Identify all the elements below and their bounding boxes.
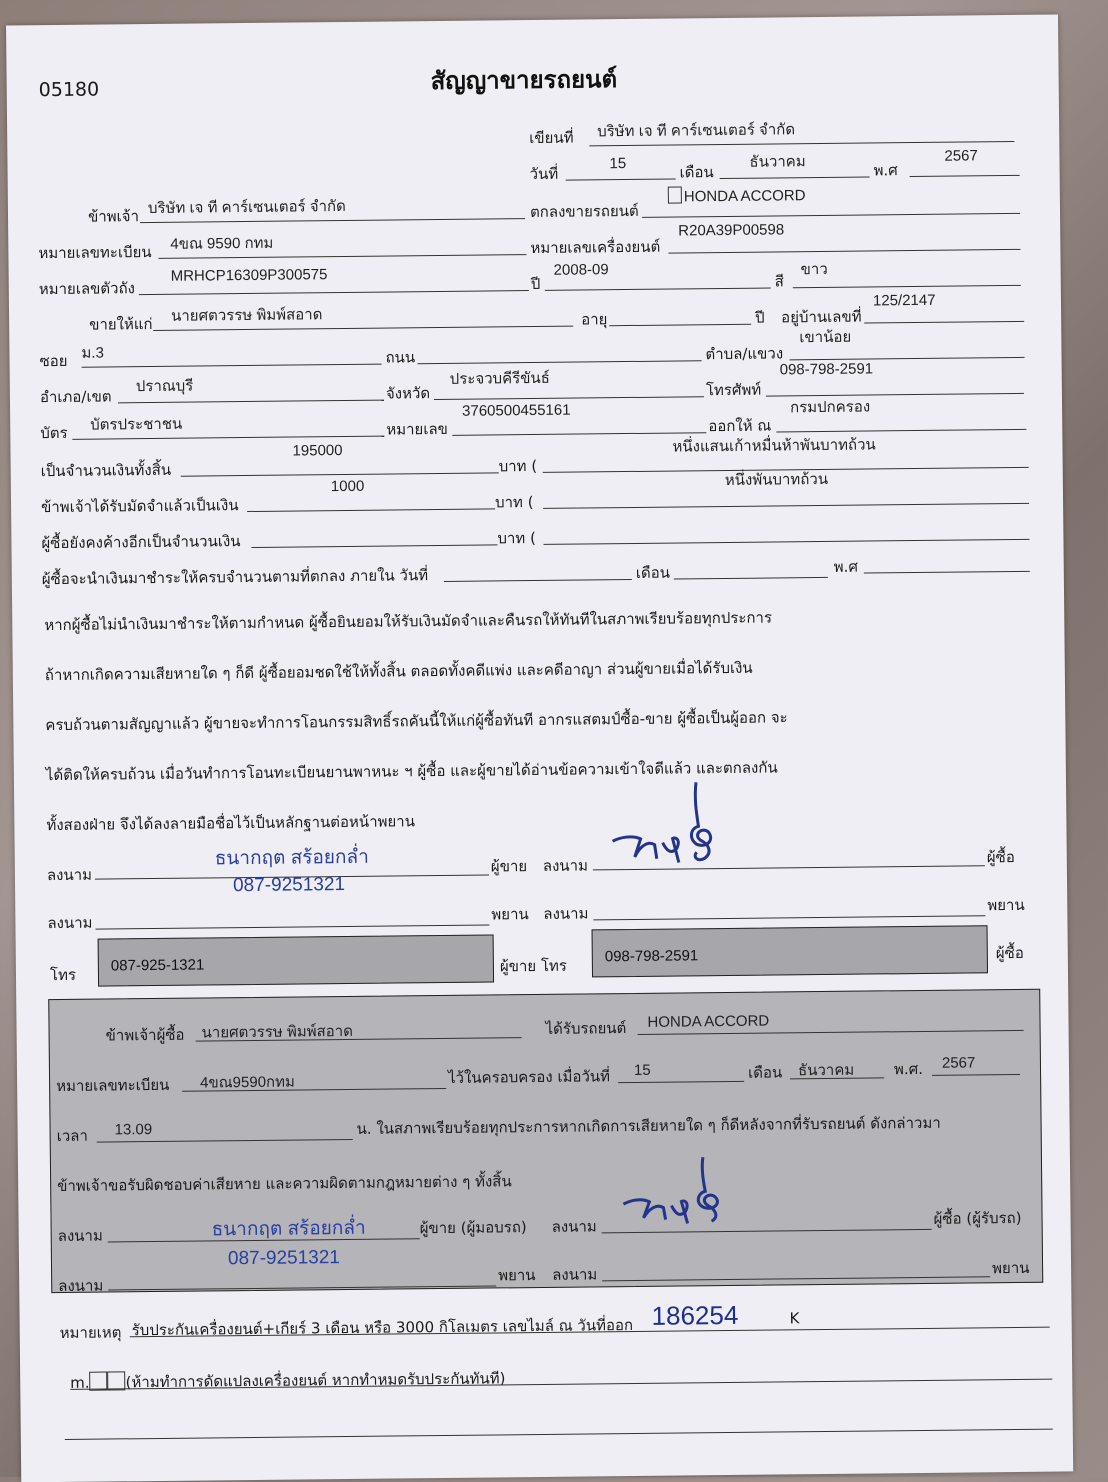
receipt-time-label: เวลา [56, 1126, 88, 1146]
plate-label: หมายเลขทะเบียน [38, 242, 152, 263]
receipt-buyer-sign-label: ลงนาม [551, 1217, 597, 1236]
receipt-seller-sign-label: ลงนาม [57, 1226, 103, 1246]
date-year: 2567 [944, 147, 978, 165]
subdistrict-label: ตำบล/แขวง [705, 344, 784, 364]
soi-label: ซอย [39, 351, 68, 371]
receipt-witness2-sign-label: ลงนาม [552, 1265, 598, 1284]
buyer-role-label: ผู้ซื้อ [986, 847, 1015, 867]
buyer-phone-value: 098-798-2591 [604, 947, 699, 966]
note-text: รับประกันเครื่องยนต์+เกียร์ 3 เดือน หรือ 3000 กิโลเมตร เลขไมล์ ณ วันที่ออก [131, 1316, 634, 1340]
engine-label: หมายเลขเครื่องยนต์ [530, 237, 661, 258]
card-label: บัตร [40, 423, 68, 443]
receipt-plate: 4ขณ9590กทม [200, 1073, 295, 1092]
car-model: HONDA ACCORD [668, 185, 806, 205]
total-baht-label: บาท ( [498, 456, 538, 476]
witness2-label: พยาน [987, 895, 1025, 915]
receipt-year: 2567 [941, 1054, 976, 1072]
witness1-label: พยาน [491, 905, 529, 924]
card-type: บัตรประชาชน [90, 415, 183, 434]
total-in-words: หนึ่งแสนเก้าหมื่นห้าพันบาทถ้วน [672, 436, 876, 456]
written-at-value: บริษัท เจ ที คาร์เซนเตอร์ จำกัด [597, 121, 796, 141]
car-year-label: ปี [530, 274, 541, 294]
seller-phone-value: 087-925-1321 [110, 956, 205, 975]
note-mileage: 186254 [651, 1299, 739, 1331]
buyer-signature [610, 778, 731, 874]
terms-line-2: ถ้าหากเกิดความเสียหายใด ๆ ก็ดี ผู้ซื้อยอมชดใช้ให้ทั้งสิ้น ตลอดทั้งคดีแพ่ง และคดีอาญา ส่วนผู้ขายเมื่อได้รับเงิน [44, 658, 753, 685]
witness1-sign-label: ลงนาม [47, 913, 93, 933]
receipt-seller-role: ผู้ขาย (ผู้มอบรถ) [419, 1218, 527, 1238]
buyer-phone: 098-798-2591 [779, 360, 874, 379]
house-label: อยู่บ้านเลขที่ [781, 307, 862, 327]
color-label: สี [774, 272, 785, 291]
receipt-year-label: พ.ศ. [893, 1059, 924, 1079]
receipt-possession-label: ไว้ในครอบครอง เมื่อวันที่ [447, 1067, 611, 1087]
remaining-baht-label: บาท ( [497, 528, 536, 548]
receipt-received-label: ได้รับรถยนต์ [545, 1019, 627, 1038]
terms-line-1: หากผู้ซื้อไม่นำเงินมาชำระให้ตามกำหนด ผู้ซื้อยินยอมให้รับเงินมัดจำและคืนรถให้ทันทีในสภาพเรียบร้อยทุกประการ [44, 608, 773, 635]
seller-signature-name: ธนากฤต สร้อยกล่ำ [214, 846, 369, 870]
seller-role-label: ผู้ขาย [490, 857, 528, 876]
date-label: วันที่ [529, 164, 559, 184]
receipt-car-model: HONDA ACCORD [647, 1012, 770, 1031]
deposit-label: ข้าพเจ้าได้รับมัดจำแล้วเป็นเงิน [40, 496, 239, 517]
buyer-phone-box [592, 925, 988, 977]
age-label: อายุ [581, 310, 608, 329]
deposit-amount: 1000 [330, 477, 365, 496]
due-month-label: เดือน [635, 563, 671, 582]
document-number: 05180 [38, 78, 100, 102]
receipt-day: 15 [633, 1061, 651, 1079]
district-value: ปราณบุรี [135, 377, 194, 396]
plate-number: 4ขณ 9590 กทม [170, 234, 274, 253]
issued-label: ออกให้ ณ [708, 416, 772, 436]
contract-paper [6, 14, 1073, 1482]
province-label: จังหวัด [385, 384, 431, 403]
total-amount: 195000 [292, 442, 343, 460]
agree-sell-label: ตกลงขายรถยนต์ [529, 201, 639, 222]
receipt-plate-label: หมายเลขทะเบียน [56, 1075, 170, 1096]
receipt-witness2-label: พยาน [992, 1258, 1030, 1278]
receipt-buyer-signature [621, 1155, 732, 1236]
sell-to-label: ขายให้แก่ [89, 314, 153, 334]
receipt-month-label: เดือน [747, 1063, 783, 1082]
province-value: ประจวบคีรีขันธ์ [449, 369, 550, 388]
chassis-number: MRHCP16309P300575 [170, 266, 328, 285]
receipt-witness1-label: พยาน [498, 1266, 536, 1285]
note-mileage-unit: K [789, 1309, 800, 1328]
witness2-sign-label: ลงนาม [543, 904, 589, 923]
due-year-label: พ.ศ [833, 557, 859, 576]
buyer-phone-role: ผู้ซื้อ [995, 943, 1024, 963]
chassis-label: หมายเลขตัวถัง [38, 279, 136, 299]
seller-phone-label: โทร [49, 965, 77, 985]
soi-value: ม.3 [81, 344, 104, 362]
note-line2: m. (ห้ามทำการดัดแปลงเครื่องยนต์ หากทำหมดรับประกันทันที) [70, 1369, 506, 1392]
house-number: 125/2147 [872, 291, 936, 310]
note-label: หมายเหตุ [59, 1323, 122, 1343]
page-title: สัญญาขายรถยนต์ [430, 65, 618, 96]
phone-label: โทรศัพท์ [705, 380, 762, 400]
deposit-baht-label: บาท ( [494, 493, 534, 512]
terms-line-4: ได้ติดให้ครบถ้วน เมื่อวันทำการโอนทะเบียนยานพาหนะ ฯ ผู้ซื้อ และผู้ขายได้อ่านข้อความเข้าใจดีแล้ว และตกลงกัน [45, 758, 778, 785]
engine-number: R20A39P00598 [678, 221, 785, 240]
receipt-buyer-label: ข้าพเจ้าผู้ซื้อ [105, 1025, 185, 1045]
receipt-buyer-role: ผู้ซื้อ (ผู้รับรถ) [933, 1208, 1022, 1228]
date-day: 15 [609, 155, 627, 173]
month-label: เดือน [679, 163, 714, 182]
receipt-month: ธันวาคม [797, 1061, 855, 1080]
years-label: ปี [755, 308, 765, 327]
date-month: ธันวาคม [749, 153, 806, 171]
seller-name: บริษัท เจ ที คาร์เซนเตอร์ จำกัด [147, 197, 346, 218]
seller-signature-phone: 087-9251321 [232, 874, 346, 897]
receipt-condition-text: น. ในสภาพเรียบร้อยทุกประการหากเกิดการเสียหายใด ๆ ก็ดีหลังจากที่รับรถยนต์ ดังกล่าวมา [356, 1113, 941, 1138]
receipt-seller-signature-name: ธนากฤต สร้อยกล่ำ [211, 1217, 366, 1241]
district-label: อำเภอ/เขต [39, 387, 112, 407]
terms-line-3: ครบถ้วนตามสัญญาแล้ว ผู้ขายจะทำการโอนกรรมสิทธิ์รถคันนี้ให้แก่ผู้ซื้อทันที อากรแสตมป์ซื้อ-ขาย ผู้ซื้อเป็นผู้ออก จะ [45, 708, 788, 735]
terms-line-5: ทั้งสองฝ่าย จึงได้ลงลายมือชื่อไว้เป็นหลักฐานต่อหน้าพยาน [46, 812, 416, 835]
seller-phone-box [98, 934, 494, 986]
issued-value: กรมปกครอง [789, 398, 871, 417]
road-label: ถนน [385, 348, 416, 367]
deposit-in-words: หนึ่งพันบาทถ้วน [724, 470, 829, 490]
due-date-label: ผู้ซื้อจะนำเงินมาชำระให้ครบจำนวนตามที่ตกลง ภายใน วันที่ [41, 566, 429, 589]
subdistrict-value: เขาน้อย [799, 328, 852, 347]
seller-label: ข้าพเจ้า [87, 207, 140, 226]
car-color: ขาว [800, 260, 828, 279]
total-label: เป็นจำนวนเงินทั้งสิ้น [40, 460, 172, 481]
buyer-phone-label: ผู้ขาย โทร [499, 956, 568, 976]
id-number: 3760500455161 [462, 401, 571, 420]
id-label: หมายเลข [386, 419, 448, 439]
remaining-label: ผู้ซื้อยังคงค้างอีกเป็นจำนวนเงิน [41, 532, 241, 553]
seller-sign-label: ลงนาม [46, 865, 93, 885]
receipt-liability-text: ข้าพเจ้าขอรับผิดชอบค่าเสียหาย และความผิดตามกฎหมายต่าง ๆ ทั้งสิ้น [57, 1172, 512, 1196]
receipt-seller-signature-phone: 087-9251321 [227, 1247, 341, 1270]
receipt-time: 13.09 [114, 1121, 153, 1139]
receipt-witness1-sign-label: ลงนาม [58, 1276, 104, 1296]
year-label: พ.ศ [873, 161, 898, 180]
receipt-buyer-name: นายศตวรรษ พิมพ์สอาด [201, 1022, 353, 1042]
written-at-label: เขียนที่ [529, 128, 574, 148]
car-year: 2008-09 [553, 261, 609, 279]
buyer-sign-label: ลงนาม [542, 856, 589, 875]
receipt-section [48, 989, 1043, 1296]
buyer-name: นายศตวรรษ พิมพ์สอาด [170, 306, 323, 325]
